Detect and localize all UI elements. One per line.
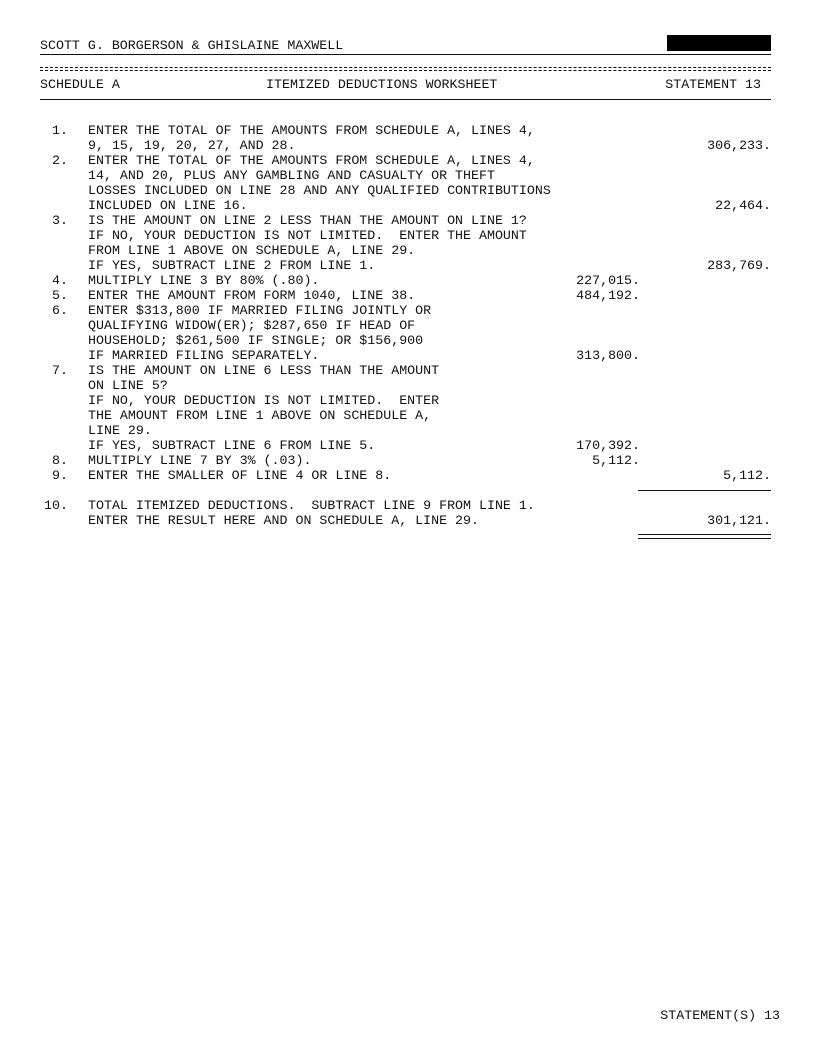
line-description: ENTER THE TOTAL OF THE AMOUNTS FROM SCHEDULE A, LINES 4, 14, AND 20, PLUS ANY GAMBLING AND CASUALTY OR THEFT LOSSES INCLUDED ON LINE 28 AND ANY QUALIFIED CONTRIBUTIONS INCLUDED ON LINE 16. — [88, 153, 551, 213]
line-description: ENTER THE AMOUNT FROM FORM 1040, LINE 38. — [88, 288, 416, 303]
line-number: 4. — [52, 273, 68, 288]
line-description: ENTER THE SMALLER OF LINE 4 OR LINE 8. — [88, 468, 392, 483]
line-description: IS THE AMOUNT ON LINE 2 LESS THAN THE AMOUNT ON LINE 1? IF NO, YOUR DEDUCTION IS NOT LIMITED. ENTER THE AMOUNT FROM LINE 1 ABOVE ON SCHEDULE A, LINE 29. IF YES, SUBTRACT LINE 2 FROM LINE 1. — [88, 213, 527, 273]
subtotal-rule — [638, 490, 771, 491]
line-number: 10. — [44, 498, 68, 513]
line-number: 3. — [52, 213, 68, 228]
line-number: 7. — [52, 363, 68, 378]
line-amount: 22,464. — [715, 198, 771, 213]
line-description: ENTER THE TOTAL OF THE AMOUNTS FROM SCHEDULE A, LINES 4, 9, 15, 19, 20, 27, AND 28. — [88, 123, 535, 153]
total-double-rule — [638, 534, 771, 539]
line-number: 6. — [52, 303, 68, 318]
line-description: MULTIPLY LINE 3 BY 80% (.80). — [88, 273, 320, 288]
line-description: TOTAL ITEMIZED DEDUCTIONS. SUBTRACT LINE 9 FROM LINE 1. ENTER THE RESULT HERE AND ON SCHEDULE A, LINE 29. — [88, 498, 535, 528]
line-number: 8. — [52, 453, 68, 468]
worksheet-title: ITEMIZED DEDUCTIONS WORKSHEET — [266, 77, 498, 92]
line-amount: 306,233. — [707, 138, 771, 153]
line-number: 1. — [52, 123, 68, 138]
line-amount-inner: 484,192. — [576, 288, 640, 303]
taxpayer-name: SCOTT G. BORGERSON & GHISLAINE MAXWELL — [40, 38, 344, 53]
line-number: 5. — [52, 288, 68, 303]
statement-number: STATEMENT 13 — [665, 77, 761, 92]
header-double-rule-top — [40, 67, 771, 68]
line-amount: 283,769. — [707, 258, 771, 273]
footer-statement-ref: STATEMENT(S) 13 — [660, 1008, 780, 1023]
line-amount-inner: 5,112. — [592, 453, 640, 468]
line-description: ENTER $313,800 IF MARRIED FILING JOINTLY OR QUALIFYING WIDOW(ER); $287,650 IF HEAD OF HOUSEHOLD; $261,500 IF SINGLE; OR $156,900 IF MARRIED FILING SEPARATELY. — [88, 303, 432, 363]
title-rule — [40, 99, 771, 100]
line-amount-inner: 170,392. — [576, 438, 640, 453]
line-number: 2. — [52, 153, 68, 168]
redaction-block — [667, 35, 771, 51]
line-description: IS THE AMOUNT ON LINE 6 LESS THAN THE AMOUNT ON LINE 5? IF NO, YOUR DEDUCTION IS NOT LIMITED. ENTER THE AMOUNT FROM LINE 1 ABOVE ON SCHEDULE A, LINE 29. IF YES, SUBTRACT LINE 6 FROM LINE 5. — [88, 363, 440, 453]
line-amount-inner: 227,015. — [576, 273, 640, 288]
schedule-label: SCHEDULE A — [40, 77, 120, 92]
line-number: 9. — [52, 468, 68, 483]
line-amount-inner: 313,800. — [576, 348, 640, 363]
line-amount: 301,121. — [707, 513, 771, 528]
header-rule — [40, 54, 771, 55]
header-double-rule-bottom — [40, 70, 771, 71]
line-amount: 5,112. — [723, 468, 771, 483]
line-description: MULTIPLY LINE 7 BY 3% (.03). — [88, 453, 312, 468]
